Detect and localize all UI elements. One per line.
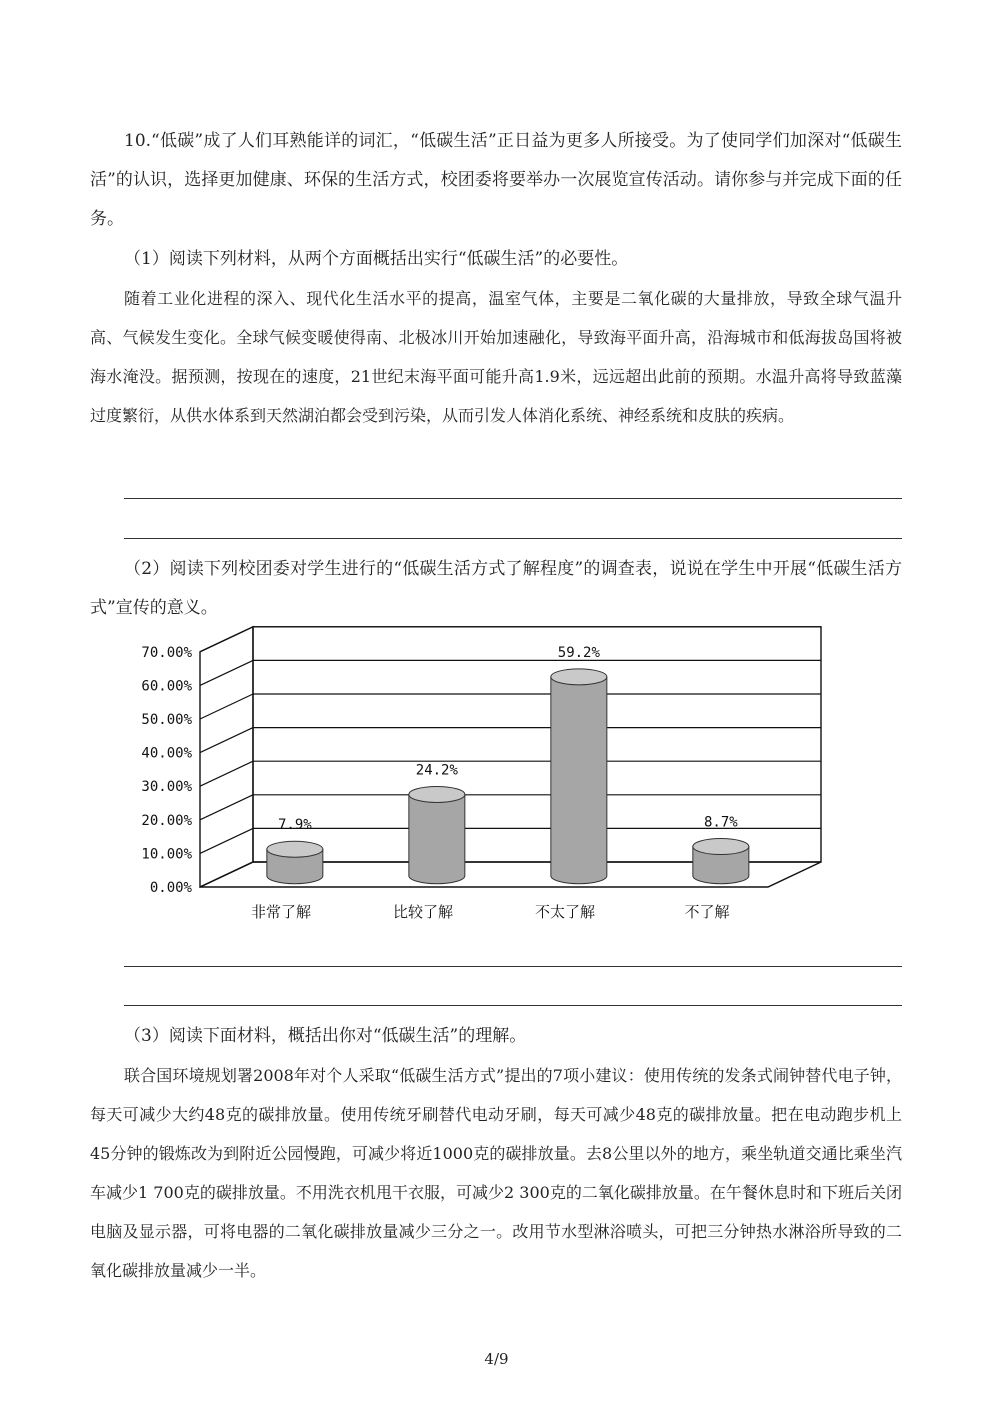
y-tick-label: 0.00% bbox=[149, 880, 192, 896]
bar bbox=[267, 841, 323, 884]
gridline-side bbox=[200, 660, 253, 685]
value-label: 59.2% bbox=[557, 644, 600, 661]
category-label: 不了解 bbox=[684, 903, 730, 921]
bar-top bbox=[693, 839, 749, 855]
category-label: 比较了解 bbox=[392, 903, 454, 921]
part3-material: 联合国环境规划署2008年对个人采取“低碳生活方式”提出的7项小建议：使用传统的发条式闹钟替代电子钟，每天可减少大约48克的碳排放量。使用传统牙刷替代电动牙刷，每天可减少48克的碳排放量。把在电动跑步机上45分钟的锻炼改为到附近公园慢跑，可减少将近1000克的碳排放量。去8公里以外的地方，乘坐轨道交通比乘坐汽车减少1 700克的碳排放量。不用洗衣机甩干衣服，可减少2 300克的二氧化碳排放量。在午餐休息时和下班后关闭电脑及显示器，可将电器的二氧化碳排放量减少三分之一。改用节水型淋浴喷头，可把三分钟热水淋浴所导致的二氧化碳排放量减少一半。 bbox=[90, 1066, 902, 1280]
gridline-side bbox=[200, 728, 253, 753]
bar bbox=[693, 839, 749, 884]
gridline-side bbox=[200, 761, 253, 786]
answer-line-1b[interactable] bbox=[124, 538, 902, 539]
y-tick-label: 40.00% bbox=[141, 745, 192, 762]
bar bbox=[551, 669, 607, 884]
bar-top bbox=[267, 841, 323, 857]
y-tick-label: 30.00% bbox=[141, 779, 192, 796]
part2-prompt: （2）阅读下列校团委对学生进行的“低碳生活方式了解程度”的调查表，说说在学生中开展“低碳生活方式”宣传的意义。 bbox=[90, 559, 902, 618]
bar bbox=[409, 786, 465, 883]
y-tick-label: 60.00% bbox=[141, 678, 192, 695]
category-label: 非常了解 bbox=[250, 903, 312, 921]
chart-side-wall bbox=[200, 627, 253, 887]
y-tick-label: 10.00% bbox=[141, 846, 192, 863]
page-number: 4/9 bbox=[484, 1350, 509, 1368]
bar-top bbox=[409, 786, 465, 802]
gridline-side bbox=[200, 694, 253, 719]
y-tick-label: 70.00% bbox=[141, 644, 192, 661]
value-label: 8.7% bbox=[703, 814, 738, 831]
gridline-side bbox=[200, 627, 253, 652]
y-tick-label: 20.00% bbox=[141, 812, 192, 829]
y-tick-label: 50.00% bbox=[141, 712, 192, 728]
answer-line-1a[interactable] bbox=[124, 498, 902, 499]
part3-prompt: （3）阅读下面材料，概括出你对“低碳生活”的理解。 bbox=[124, 1026, 527, 1046]
answer-line-2b[interactable] bbox=[124, 1005, 902, 1006]
value-label: 7.9% bbox=[277, 817, 312, 834]
answer-line-2a[interactable] bbox=[124, 966, 902, 967]
bar-body bbox=[551, 677, 607, 884]
category-label: 不太了解 bbox=[534, 903, 596, 921]
part1-material: 随着工业化进程的深入、现代化生活水平的提高，温室气体，主要是二氧化碳的大量排放，导致全球气温升高、气候发生变化。全球气候变暖使得南、北极冰川开始加速融化，导致海平面升高，沿海城市和低海拔岛国将被海水淹没。据预测，按现在的速度，21世纪末海平面可能升高1.9米，远远超出此前的预期。水温升高将导致蓝藻过度繁衍，从供水体系到天然湖泊都会受到污染，从而引发人体消化系统、神经系统和皮肤的疾病。 bbox=[90, 289, 902, 425]
bar-top bbox=[551, 669, 607, 685]
gridline-side bbox=[200, 795, 253, 820]
survey-bar-chart bbox=[120, 625, 840, 930]
question-intro: 10.“低碳”成了人们耳熟能详的词汇，“低碳生活”正日益为更多人所接受。为了使同学们加深对“低碳生活”的认识，选择更加健康、环保的生活方式，校团委将要举办一次展览宣传活动。请你参与并完成下面的任务。 bbox=[90, 131, 902, 229]
part1-prompt: （1）阅读下列材料，从两个方面概括出实行“低碳生活”的必要性。 bbox=[124, 249, 629, 269]
gridline-side bbox=[200, 828, 253, 853]
value-label: 24.2% bbox=[415, 762, 458, 779]
bar-body bbox=[409, 794, 465, 883]
